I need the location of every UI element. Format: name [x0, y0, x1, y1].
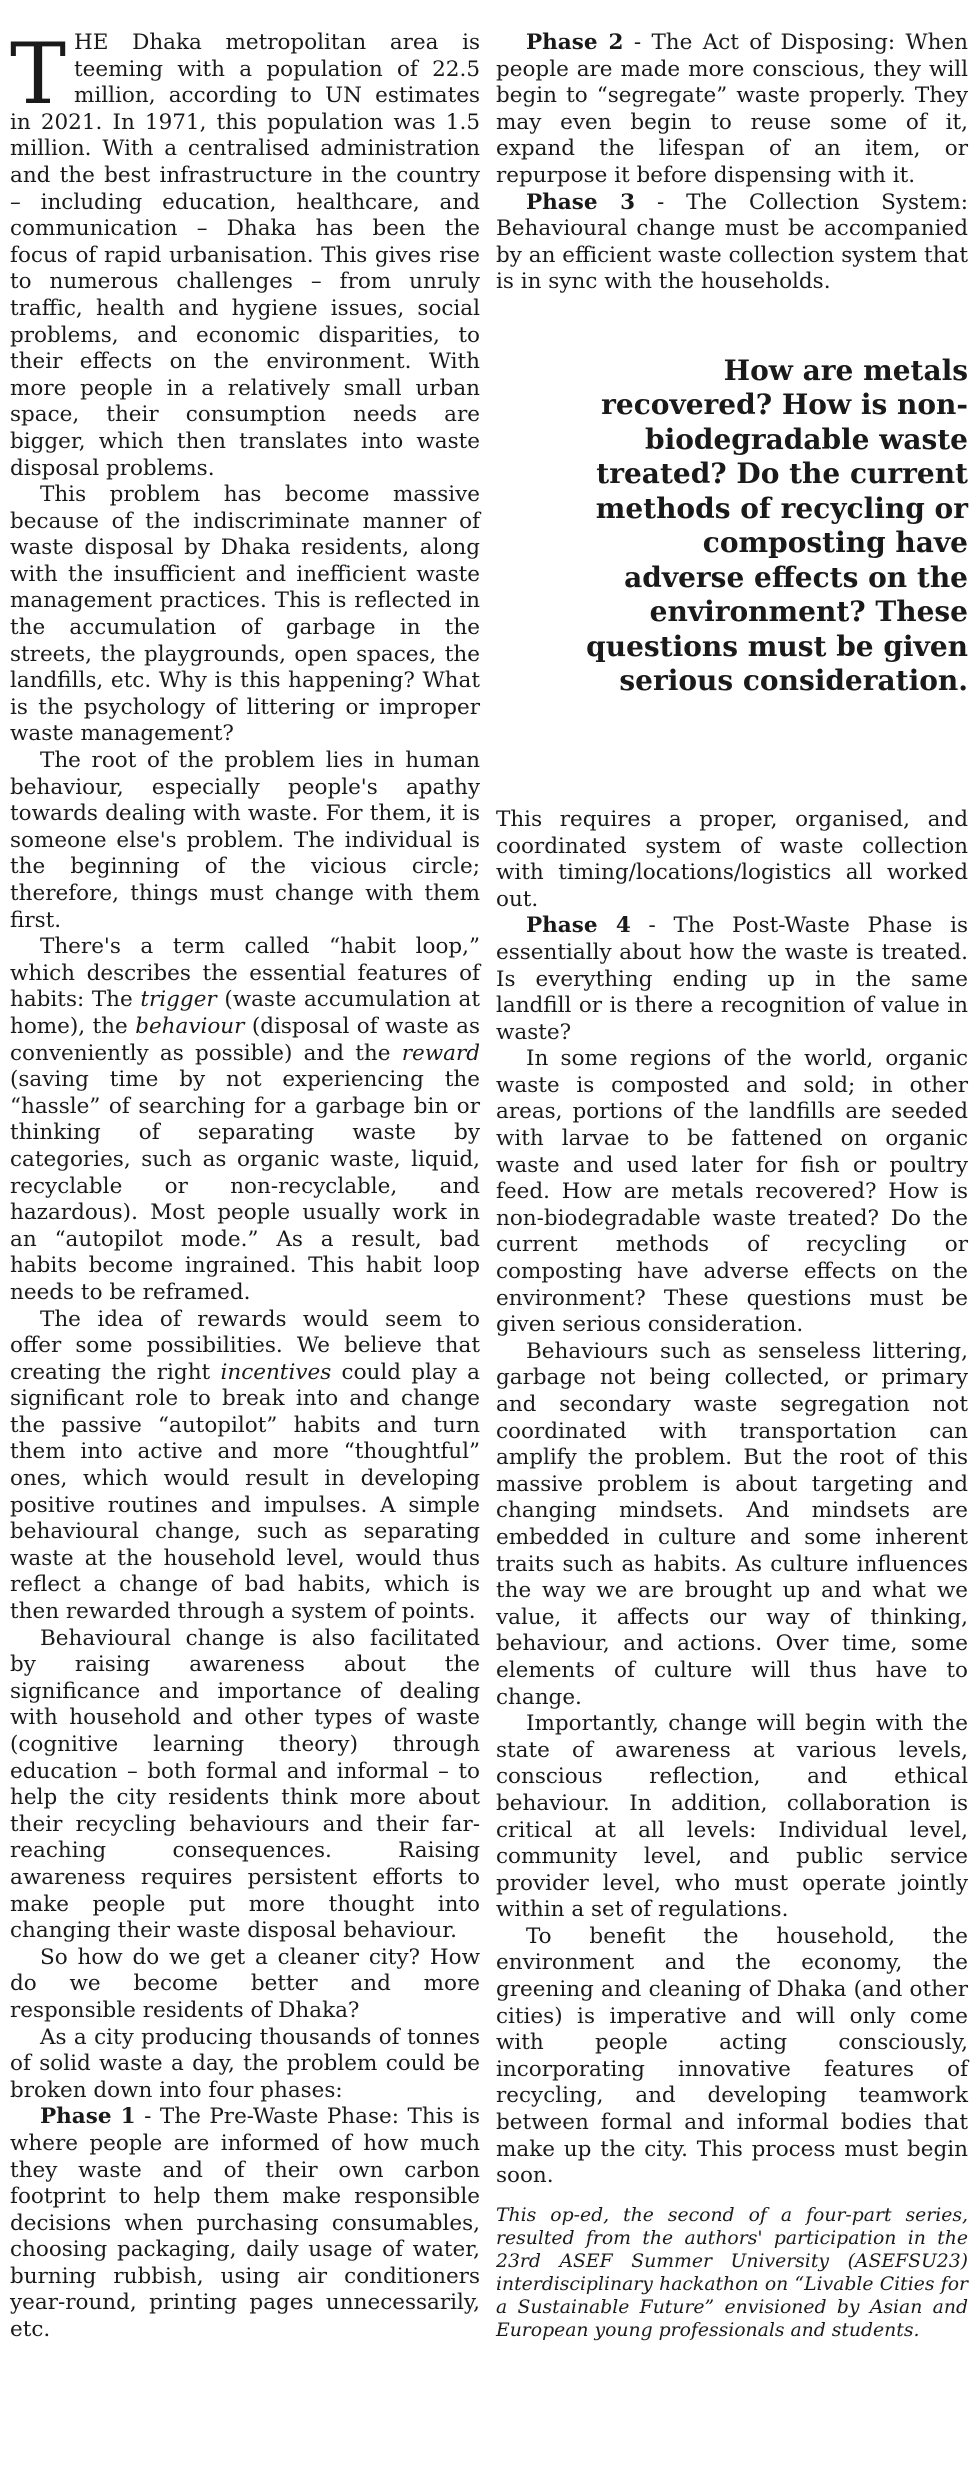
paragraph-four-phases: As a city producing thousands of tonnes of solid waste a day, the problem could be broken down into four phases: — [10, 2024, 480, 2103]
paragraph-habit-loop — [10, 934, 480, 1306]
author-note: This op-ed, the second of a four-part series, resulted from the authors' participation in the 23rd ASEF Summer University (ASEFSU23) interdisciplinary hackathon on “Livable Cities for a Sustainable Future” envisioned by Asian and European young professionals and students. — [496, 2204, 968, 2341]
intro-text: HE Dhaka metropolitan area is teeming with a population of 22.5 million, according to UN estimates in 2021. In 1971, this population was 1.5 million. With a centralised administration and the best infrastructure in the country – including education, healthcare, and communication – Dhaka has been the focus of rapid urbanisation. This gives rise to numerous challenges – from unruly traffic, health and hygiene issues, social problems, and economic disparities, to their effects on the environment. With more people in a relatively small urban space, their consumption needs are bigger, which then translates into waste disposal problems. — [10, 30, 480, 481]
habit-loop-text-a: There's a term called “habit loop,” which describes the essential features of habits: The — [10, 934, 480, 1013]
term-incentives: incentives — [220, 1359, 332, 1385]
rewards-text-a: The idea of rewards would seem to offer some possibilities. We believe that creating the right — [10, 1306, 480, 1385]
paragraph-behaviours: Behaviours such as senseless littering, garbage not being collected, or primary and secondary waste segregation not coordinated with transportation can amplify the problem. But the root of this massive problem is about targeting and changing mindsets. And mindsets are embedded in culture and some inherent traits such as habits. As culture influences the way we are brought up and what we value, it affects our way of thinking, behaviour, and actions. Over time, some elements of culture will thus have to change. — [496, 1338, 968, 1710]
phase-1-text: - The Pre-Waste Phase: This is where people are informed of how much they waste and of their own carbon footprint to help them make responsible decisions when purchasing consumables, choosing packaging, daily usage of water, burning rubbish, using air conditioners year-round, printing pages unnecessarily, etc. — [10, 2104, 480, 2343]
paragraph-cleaner-city: So how do we get a cleaner city? How do we become better and more responsible residents of Dhaka? — [10, 1944, 480, 2023]
phase-3-label: Phase 3 — [526, 189, 636, 215]
phase-1-label: Phase 1 — [40, 2104, 136, 2130]
paragraph-phase-3 — [496, 190, 968, 296]
paragraph-benefit: To benefit the household, the environment and the economy, the greening and cleaning of Dhaka (and other cities) is imperative and will only come with people acting consciously, incorporating innovative features of recycling, and developing teamwork between formal and informal bodies that make up the city. This process must begin soon. — [496, 1923, 968, 2189]
term-trigger: trigger — [140, 987, 217, 1013]
pull-quote: How are metals recovered? How is non-biodegradable waste treated? Do the current methods of recycling or composting have adverse effects on the environment? These questions must be given serious consideration. — [586, 353, 968, 698]
paragraph-importantly: Importantly, change will begin with the state of awareness at various levels, conscious reflection, and ethical behaviour. In addition, collaboration is critical at all levels: Individual level, community level, and public service provider level, who must operate jointly within a set of regulations. — [496, 1711, 968, 1923]
habit-loop-text-d: (saving time by not experiencing the “hassle” of searching for a garbage bin or thinking of separating waste by categories, such as organic waste, liquid, recyclable or non-recyclable, and hazardous). Most people usually work in an “autopilot mode.” As a result, bad habits become ingrained. This habit loop needs to be reframed. — [10, 1067, 480, 1305]
phase-2-text: - The Act of Disposing: When people are made more conscious, they will begin to “segregate” waste properly. They may even begin to reuse some of it, expand the lifespan of an item, or repurpose it before dispensing with it. — [496, 30, 968, 188]
paragraph-awareness: Behavioural change is also facilitated by raising awareness about the significance and importance of dealing with household and other types of waste (cognitive learning theory) through education – both formal and informal – to help the city residents think more about their recycling behaviours and their far-reaching consequences. Raising awareness requires persistent efforts to make people put more thought into changing their waste disposal behaviour. — [10, 1625, 480, 1944]
paragraph-phase-1 — [10, 2104, 480, 2343]
phase-2-label: Phase 2 — [526, 30, 624, 55]
rewards-text-b: could play a significant role to break into and change the passive “autopilot” habits and turn them into active and more “thoughtful” ones, which would result in developing positive routines and impulses. A simple behavioural change, such as separating waste at the household level, would thus reflect a change of bad habits, which is then rewarded through a system of points. — [10, 1359, 480, 1625]
paragraph-root-of-problem: The root of the problem lies in human behaviour, especially people's apathy towards dealing with waste. For them, it is someone else's problem. The individual is the beginning of the vicious circle; therefore, things must change with them first. — [10, 748, 480, 933]
phase-4-text: - The Post-Waste Phase is essentially about how the waste is treated. Is everything ending up in the same landfill or is there a recognition of value in waste? — [496, 913, 968, 1045]
paragraph-phase-2 — [496, 30, 968, 190]
paragraph-problem-massive: This problem has become massive because of the indiscriminate manner of waste disposal by Dhaka residents, along with the insufficient and inefficient waste management practices. This is reflected in the accumulation of garbage in the streets, the playgrounds, open spaces, the landfills, etc. Why is this happening? What is the psychology of littering or improper waste management? — [10, 482, 480, 747]
paragraph-rewards — [10, 1307, 480, 1626]
habit-loop-text-c: (disposal of waste as conveniently as possible) and the — [10, 1013, 480, 1066]
term-behaviour: behaviour — [135, 1013, 245, 1039]
term-reward: reward — [401, 1040, 480, 1066]
left-column — [10, 25, 480, 2344]
intro-paragraph — [10, 25, 480, 482]
drop-cap: T — [10, 25, 67, 123]
paragraph-coordinated-system: This requires a proper, organised, and coordinated system of waste collection with timing/locations/logistics all worked out. — [496, 806, 968, 912]
paragraph-regions: In some regions of the world, organic waste is composted and sold; in other areas, portions of the landfills are seeded with larvae to be fattened on organic waste and used later for fish or poultry feed. How are metals recovered? How is non-biodegradable waste treated? Do the current methods of recycling or composting have adverse effects on the environment? These questions must be given serious consideration. — [496, 1046, 968, 1338]
phase-4-label: Phase 4 — [526, 913, 631, 939]
habit-loop-text-b: (waste accumulation at home), the — [10, 987, 480, 1039]
paragraph-phase-4 — [496, 913, 968, 1046]
right-column — [496, 30, 968, 2342]
phase-3-text: - The Collection System: Behavioural change must be accompanied by an efficient waste collection system that is in sync with the households. — [496, 189, 968, 295]
